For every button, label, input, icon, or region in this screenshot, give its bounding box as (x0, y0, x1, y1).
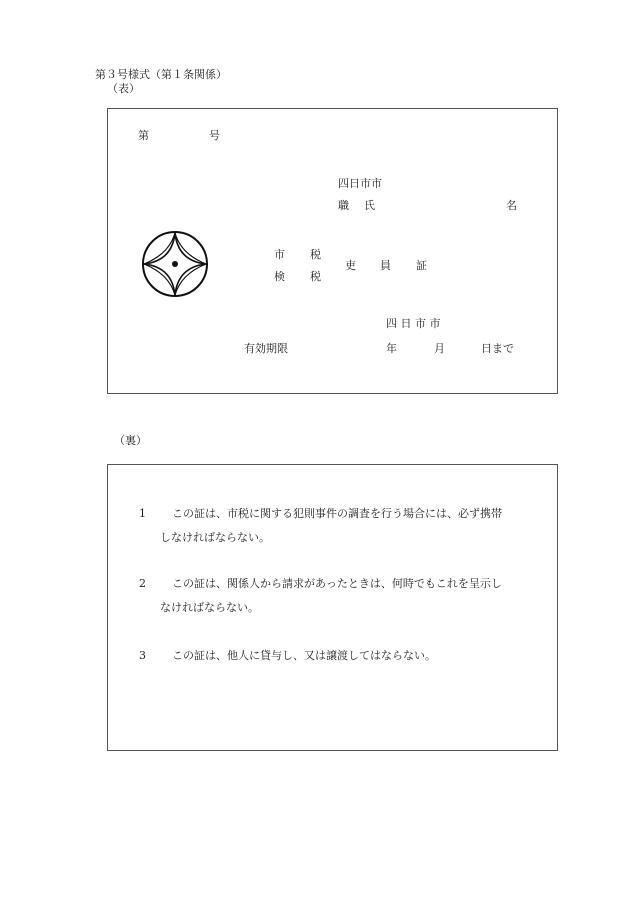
validity-year: 年 (386, 342, 397, 355)
number-prefix: 第 (138, 129, 149, 142)
tax-line2-b: 税 (310, 270, 321, 283)
tax-line2-a: 検 (274, 270, 285, 283)
back-item-text: この証は、関係人から請求があったときは、何時でもこれを呈示し (172, 577, 502, 590)
official-char-1: 吏 (345, 259, 356, 272)
issuer-name: 四 日 市 市 (386, 317, 441, 330)
back-label: （裏） (114, 434, 147, 447)
tax-line1-b: 税 (310, 248, 321, 261)
tax-line1-a: 市 (274, 248, 285, 261)
form-title: 第３号様式（第１条関係） (95, 68, 227, 81)
name-prefix: 氏 (364, 199, 375, 212)
back-item-text: この証は、市税に関する犯則事件の調査を行う場合には、必ず携帯 (172, 507, 502, 520)
city-emblem-icon (141, 230, 209, 298)
back-item-text: この証は、他人に貸与し、又は譲渡してはならない。 (172, 649, 436, 662)
official-char-2: 員 (380, 259, 391, 272)
validity-day: 日まで (481, 342, 514, 355)
name-suffix: 名 (506, 199, 517, 212)
department: 四日市市 (338, 177, 382, 190)
front-label: （表） (107, 82, 140, 95)
position-label: 職 (338, 199, 349, 212)
validity-label: 有効期限 (244, 342, 288, 355)
back-item-text: なければならない。 (160, 601, 259, 614)
validity-month: 月 (434, 342, 445, 355)
back-item-text: しなければならない。 (160, 531, 270, 544)
back-item-number: 3 (139, 649, 146, 662)
official-char-3: 証 (416, 259, 427, 272)
back-item-number: 2 (139, 577, 146, 590)
back-item-number: 1 (139, 507, 146, 520)
number-suffix: 号 (209, 129, 220, 142)
